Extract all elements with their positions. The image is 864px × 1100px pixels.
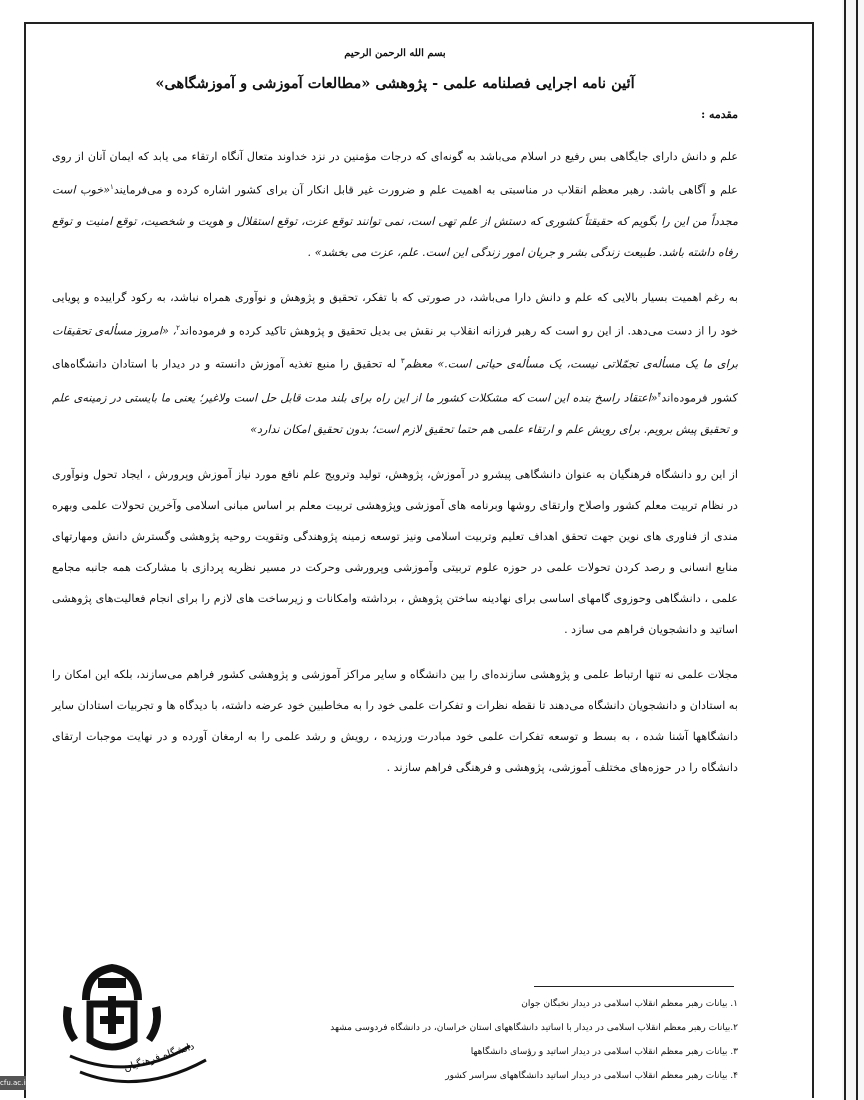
footnote: ۳. بیانات رهبر معظم انقلاب اسلامی در دیدار اساتید و رؤسای دانشگاهها	[470, 1047, 738, 1057]
paragraph-text: به رغم اهمیت بسیار بالایی که علم و دانش دارا می‌باشد، در صورتی که با تفکر، تحقیق و پژوهش و نوآوری همراه نباشد، به رکود گراییده و پویایی خود را از دست می‌دهد. از این رو است که رهبر فرزانه انقلاب بر نقش بی بدیل تحقیق و پژوهش تاکید کرده و فرموده‌اند	[52, 290, 739, 338]
paragraph	[52, 659, 738, 783]
logo-lettering: دانشگاه فرهنگیان	[122, 1041, 196, 1075]
footnote-ref: ۱	[110, 183, 114, 191]
footnote: ۲.بیانات رهبر معظم انقلاب اسلامی در دیدار با اساتید دانشگاههای استان خراسان، در دانشگاه فردوسی مشهد	[330, 1023, 738, 1033]
paragraphs	[52, 141, 738, 783]
footnote-divider	[534, 986, 734, 987]
footnote: ۴. بیانات رهبر معظم انقلاب اسلامی در دیدار اساتید دانشگاههای سراسر کشور	[445, 1071, 738, 1081]
basmala: بسم الله الرحمن الرحیم	[344, 48, 446, 59]
paragraph	[52, 282, 738, 445]
footnote-ref: ۴	[657, 391, 662, 400]
paragraph	[52, 459, 738, 645]
paragraph-text: «خوب است مجدداً من این را بگویم که حقیقتاً کشوری که دستش از علم تهی است، نمی توانند توقع عزت، توقع استقلال و هویت و شخصیت، توقع امنیت و توقع رفاه داشته باشد. طبیعت زندگی بشر و جریان امور زندگی این است. علم، عزت می بخشد» .	[52, 183, 738, 259]
paragraph-text: علم و دانش دارای جایگاهی بس رفیع در اسلام می‌باشد به گونه‌ای که درجات مؤمنین در نزد خداوند متعال آنگاه ارتقاء می یابد که ایمان آنان از روی علم و آگاهی باشد. رهبر معظم انقلاب در مناسبتی به اهمیت علم و ضرورت غیر قابل انکار آن برای کشور اشاره کرده و می‌فرمایند	[52, 150, 738, 197]
paragraph-text: مجلات علمی نه تنها ارتباط علمی و پژوهشی سازنده‌ای را بین دانشگاه و سایر مراکز آموزشی و پژوهشی کشور فراهم می‌سازند، بلکه این امکان را به استادان و دانشجویان دانشگاه می‌دهند تا نقطه نظرات و تفکرات علمی خود را به مخاطبین خود عرضه داشته، با دیدگاه ها و تجربیات استادان سایر دانشگاهها آشنا شده ، به بسط و توسعه تفکرات علمی خود مبادرت ورزیده ، رویش و رشد علمی را به ارمغان آورده و در نهایت موجبات ارتقای دانشگاه را در حوزه‌های مختلف آموزشی، پژوهشی و فرهنگی فراهم سازند .	[52, 667, 738, 774]
footnote: ۱. بیانات رهبر معظم انقلاب اسلامی در دیدار نخبگان جوان	[521, 999, 738, 1009]
paragraph-text: له تحقیق را منبع تغذیه آموزش دانسته و در دیدار با استادان دانشگاه‌های کشور فرموده‌اند	[52, 358, 738, 405]
footnotes	[268, 992, 738, 1088]
university-logo	[60, 956, 220, 1100]
paragraph-text: از این رو دانشگاه فرهنگیان به عنوان دانشگاهی پیشرو در آموزش، پژوهش، تولید وترویج علم نافع مورد نیاز آموزش وپرورش ، ایجاد تحول ونوآوری در نظام تربیت معلم کشور واصلاح وارتقای روشها وبرنامه های آموزشی وپژوهشی تربیت معلم بر اساس مبانی اسلامی وآخرین تحولات علمی وبهره مندی از فناوری های نوین جهت تحقق اهداف تعلیم وتربیت اسلامی ونیز توسعه زمینه پژوهندگی وتقویت روحیه پژوهشی وگسترش دانش ومهارتهای منابع انسانی و رصد کردن تحولات علمی در حوزه علوم تربیتی وآموزشی وپرورشی وحرکت در مسیر نظریه پردازی با مشارکت همه جانبه مجامع علمی ، دانشگاهی وحوزوی گامهای اساسی برای نهادینه ساختن پژوهش ، برداشته وامکانات و زیرساخت های لازم را برای انجام فعالیت‌های پژوهشی اساتید و دانشجویان فراهم می سازد .	[52, 467, 738, 636]
scan-edge-line	[844, 0, 846, 1100]
paragraph	[52, 141, 738, 268]
footnote-ref: ۲	[176, 323, 180, 332]
document-title: آئین نامه اجرایی فصلنامه علمی - پژوهشی «مطالعات آموزشی و آموزشگاهی»	[155, 75, 635, 92]
footnote-ref: ۳	[400, 357, 405, 366]
watermark: cfu.ac.ir	[0, 1076, 26, 1090]
scan-edge-line	[856, 0, 858, 1100]
intro-heading: مقدمه :	[701, 108, 738, 121]
paragraph-text: «اعتقاد راسخ بنده این است که مشکلات کشور ما از این راه برای بلند مدت قابل حل است ولاغیر؛ یعنی ما بایستی در زمینه‌ی علم و تحقیق پیش برویم. برای رویش علم و ارتقاء علمی هم حتما تحقیق لازم است؛ بدون تحقیق امکان ندارد»	[52, 391, 738, 436]
document-body	[52, 48, 738, 797]
paragraph-text: ، «امروز مسأله‌ی تحقیقات برای ما یک مسأله‌ی تجمّلاتی نیست، یک مسأله‌ی حیاتی است.» معظم	[52, 324, 738, 372]
